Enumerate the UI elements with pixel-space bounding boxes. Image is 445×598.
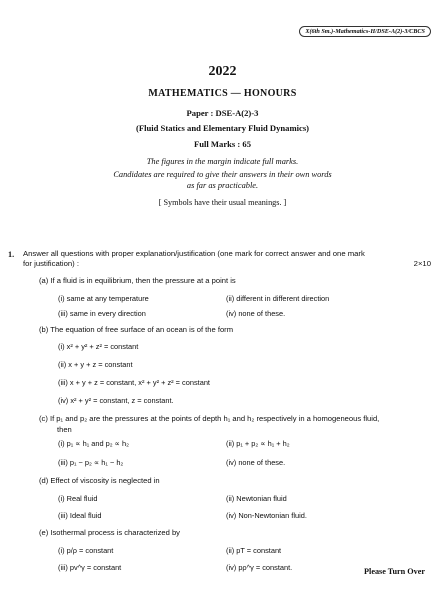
full-marks: Full Marks : 65: [193, 139, 252, 149]
question-stem-continued: then: [57, 425, 72, 434]
option: (ii) Newtonian fluid: [226, 494, 287, 503]
option: (ii) different in different direction: [226, 294, 330, 303]
question-intro: Answer all questions with proper explanation/justification (one mark for correct answer and one mark: [23, 249, 365, 258]
instruction-line: Candidates are required to give their answers in their own words: [113, 170, 332, 179]
option: (i) p₁ ∝ h₁ and p₂ ∝ h₂: [58, 439, 129, 448]
instruction-line: The figures in the margin indicate full marks.: [146, 157, 299, 166]
subject-title: MATHEMATICS — HONOURS: [148, 88, 297, 99]
option: (iv) none of these.: [226, 309, 286, 318]
option: (iii) x + y + z = constant, x² + y² + z² = constant: [58, 378, 210, 387]
option: (iv) pρ^γ = constant.: [226, 563, 293, 572]
option: (iii) pv^γ = constant: [58, 563, 122, 572]
option: (ii) x + y + z = constant: [58, 360, 133, 369]
question-stem: (d) Effect of viscosity is neglected in: [39, 476, 160, 485]
option: (iii) Ideal fluid: [58, 511, 102, 520]
instruction-line: as far as practicable.: [186, 181, 259, 190]
question-stem: (e) Isothermal process is characterized by: [39, 528, 180, 537]
paper-code-box: X(6th Sm.)-Mathematics-H/DSE-A(2)-3/CBCS: [299, 26, 431, 37]
option: (i) same at any temperature: [58, 294, 149, 303]
question-intro-continued: for justification) :: [23, 259, 79, 268]
option: (ii) p₁ + p₂ ∝ h₁ + h₂: [226, 439, 290, 448]
option: (i) x² + y² + z² = constant: [58, 342, 139, 351]
question-marks: 2×10: [413, 259, 431, 268]
paper-topic: (Fluid Statics and Elementary Fluid Dynamics): [135, 123, 310, 133]
exam-year: 2022: [208, 64, 237, 79]
paper-number: Paper : DSE-A(2)-3: [186, 108, 259, 118]
option: (ii) pT = constant: [226, 546, 282, 555]
question-stem: (a) If a fluid is in equilibrium, then the pressure at a point is: [39, 276, 236, 285]
option: (iii) p₁ − p₂ ∝ h₁ − h₂: [58, 458, 124, 467]
option: (i) p/ρ = constant: [58, 546, 114, 555]
option: (iv) Non-Newtonian fluid.: [226, 511, 307, 520]
question-stem: (b) The equation of free surface of an ocean is of the form: [39, 325, 234, 334]
option: (iv) x² + y² = constant, z = constant.: [58, 396, 174, 405]
question-stem: (c) If p₁ and p₂ are the pressures at the points of depth h₁ and h₂ respectively in a homogeneous fluid,: [39, 414, 380, 423]
option: (i) Real fluid: [58, 494, 98, 503]
please-turn-over: Please Turn Over: [364, 567, 425, 576]
option: (iii) same in every direction: [58, 309, 146, 318]
option: (iv) none of these.: [226, 458, 286, 467]
symbols-note: [ Symbols have their usual meanings. ]: [158, 198, 287, 207]
question-number: 1.: [8, 250, 15, 259]
